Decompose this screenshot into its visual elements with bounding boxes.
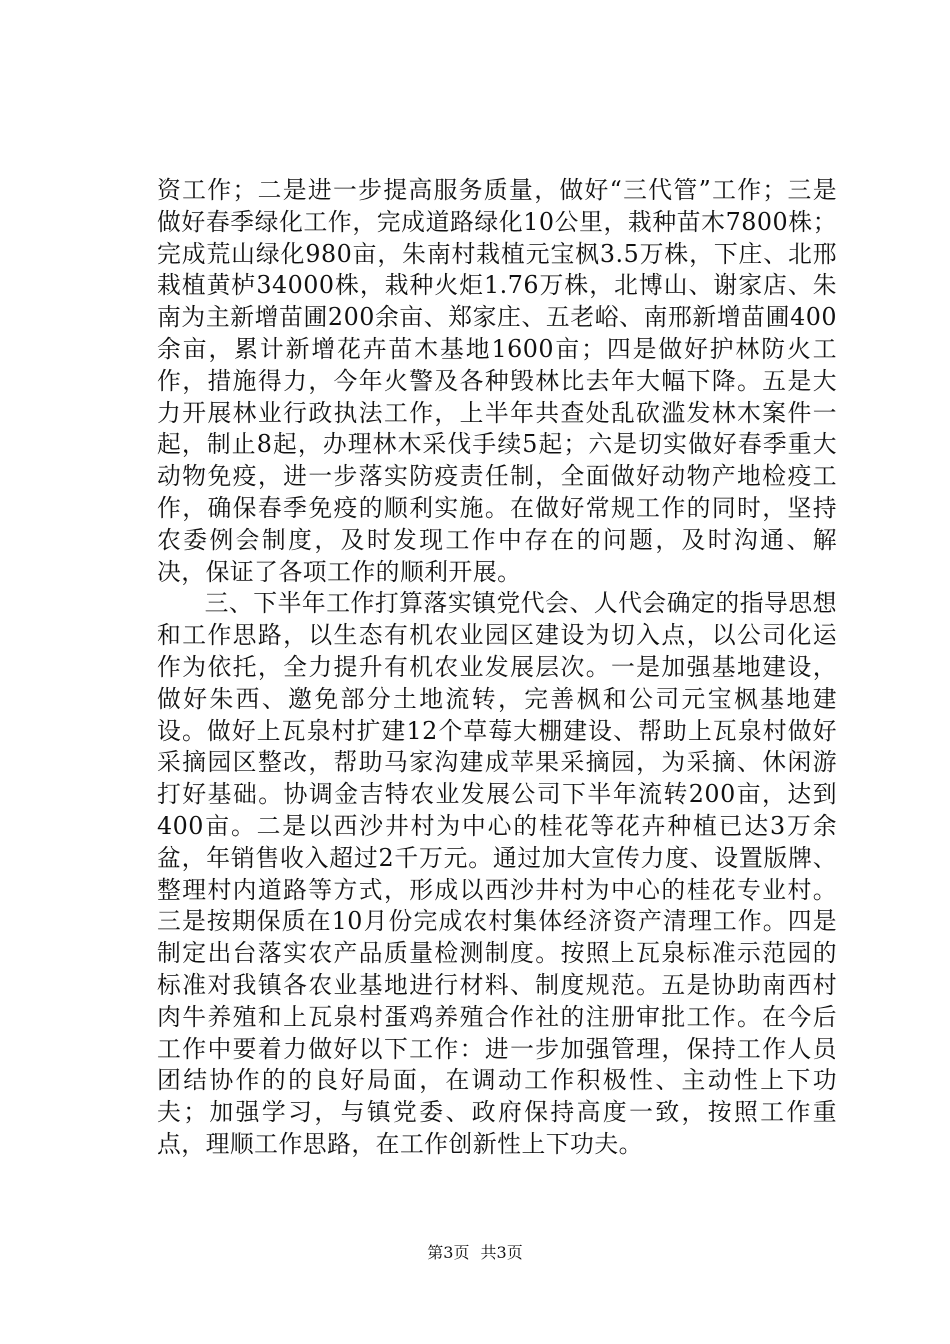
page-footer xyxy=(0,1243,950,1263)
page-number-current: 第3页 xyxy=(427,1243,470,1262)
page-number-total: 共3页 xyxy=(480,1243,523,1262)
document-body xyxy=(157,175,837,1161)
paragraph-section-three: 三、下半年工作打算落实镇党代会、人代会确定的指导思想和工作思路，以生态有机农业园区建设为切入点，以公司化运作为依托，全力提升有机农业发展层次。一是加强基地建设，做好朱西、邀免部分土地流转，完善枫和公司元宝枫基地建设。做好上瓦泉村扩建12个草莓大棚建设、帮助上瓦泉村做好采摘园区整改，帮助马家沟建成苹果采摘园，为采摘、休闲游打好基础。协调金吉特农业发展公司下半年流转200亩，达到400亩。二是以西沙井村为中心的桂花等花卉种植已达3万余盆，年销售收入超过2千万元。通过加大宣传力度、设置版牌、整理村内道路等方式，形成以西沙井村为中心的桂花专业村。三是按期保质在10月份完成农村集体经济资产清理工作。四是制定出台落实农产品质量检测制度。按照上瓦泉标准示范园的标准对我镇各农业基地进行材料、制度规范。五是协助南西村肉牛养殖和上瓦泉村蛋鸡养殖合作社的注册审批工作。在今后工作中要着力做好以下工作：进一步加强管理，保持工作人员团结协作的的良好局面，在调动工作积极性、主动性上下功夫；加强学习，与镇党委、政府保持高度一致，按照工作重点，理顺工作思路，在工作创新性上下功夫。 xyxy=(157,589,837,1158)
paragraph-continuation: 资工作；二是进一步提高服务质量，做好“三代管”工作；三是做好春季绿化工作，完成道路绿化10公里，栽种苗木7800株；完成荒山绿化980亩，朱南村栽植元宝枫3.5万株，下庄、北邢栽植黄栌34000株，栽种火炬1.76万株，北博山、谢家店、朱南为主新增苗圃200余亩、郑家庄、五老峪、南邢新增苗圃400余亩，累计新增花卉苗木基地1600亩；四是做好护林防火工作，措施得力，今年火警及各种毁林比去年大幅下降。五是大力开展林业行政执法工作，上半年共查处乱砍滥发林木案件一起，制止8起，办理林木采伐手续5起；六是切实做好春季重大动物免疫，进一步落实防疫责任制，全面做好动物产地检疫工作，确保春季免疫的顺利实施。在做好常规工作的同时，坚持农委例会制度，及时发现工作中存在的问题，及时沟通、解决，保证了各项工作的顺利开展。 xyxy=(157,176,837,586)
